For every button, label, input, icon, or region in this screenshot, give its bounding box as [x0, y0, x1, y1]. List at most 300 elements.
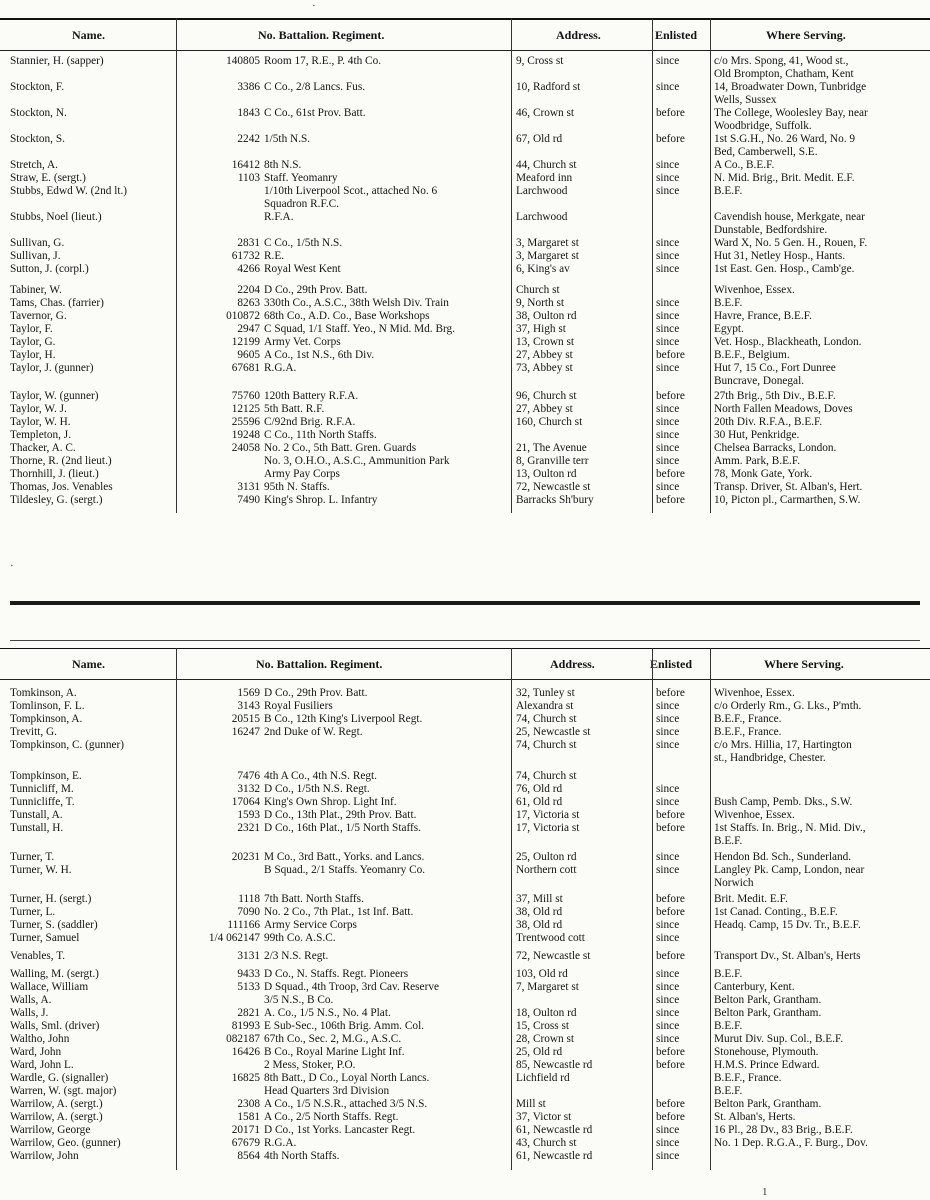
entry-name: Walls, A. [10, 994, 52, 1006]
entry-number: 7090 [237, 906, 260, 918]
table-row [0, 877, 930, 890]
entry-where-serving: Headq. Camp, 15 Dv. Tr., B.E.F. [714, 919, 861, 931]
entry-number: 1118 [238, 893, 260, 905]
entry-address: 17, Victoria st [516, 822, 580, 834]
entry-name: Warrilow, A. (sergt.) [10, 1098, 103, 1110]
table-row [0, 1046, 930, 1059]
entry-address: 13, Oulton rd [516, 468, 577, 480]
entry-number: 2821 [237, 1007, 260, 1019]
entry-regiment: C Co., 61st Prov. Batt. [264, 107, 366, 119]
entry-where-serving: 78, Monk Gate, York. [714, 468, 813, 480]
entry-where-serving: Dunstable, Bedfordshire. [714, 224, 828, 236]
entry-where-serving: Havre, France, B.E.F. [714, 310, 812, 322]
entry-address: Mill st [516, 1098, 546, 1110]
entry-regiment: 2nd Duke of W. Regt. [264, 726, 363, 738]
entry-address: Larchwood [516, 211, 568, 223]
entry-where-serving: Transp. Driver, St. Alban's, Hert. [714, 481, 863, 493]
table-row [0, 403, 930, 416]
entry-address: 28, Crown st [516, 1033, 575, 1045]
entry-where-serving: B.E.F., France. [714, 1072, 782, 1084]
entry-where-serving: B.E.F. [714, 835, 743, 847]
entry-name: Venables, T. [10, 950, 66, 962]
entry-enlisted: since [656, 185, 680, 197]
entry-number: 16247 [231, 726, 260, 738]
entry-name: Tompkinson, C. (gunner) [10, 739, 125, 751]
table-row [0, 336, 930, 349]
entry-address: 25, Oulton rd [516, 851, 577, 863]
entry-enlisted: since [656, 981, 680, 993]
header-where-serving: Where Serving. [766, 28, 846, 42]
entry-where-serving: B.E.F. [714, 968, 743, 980]
entry-regiment: Royal Fusiliers [264, 700, 333, 712]
entry-where-serving: 20th Div. R.F.A., B.E.F. [714, 416, 823, 428]
table-row [0, 919, 930, 932]
entry-address: 17, Victoria st [516, 809, 580, 821]
entry-name: Straw, E. (sergt.) [10, 172, 86, 184]
entry-enlisted: since [656, 336, 680, 348]
entry-regiment: A Co., 1/5 N.S.R., attached 3/5 N.S. [264, 1098, 428, 1110]
entry-number: 20515 [231, 713, 260, 725]
entry-regiment: 7th Batt. North Staffs. [264, 893, 364, 905]
entry-regiment: A. Co., 1/5 N.S., No. 4 Plat. [264, 1007, 391, 1019]
entry-number: 61732 [231, 250, 260, 262]
entry-number: 2204 [237, 284, 260, 296]
entry-name: Tams, Chas. (farrier) [10, 297, 104, 309]
entry-regiment: No. 2 Co., 5th Batt. Gren. Guards [264, 442, 417, 454]
table-row [0, 185, 930, 198]
entry-name: Taylor, H. [10, 349, 56, 361]
entry-regiment: C Co., 2/8 Lancs. Fus. [264, 81, 366, 93]
entry-where-serving: Hut 31, Netley Hosp., Hants. [714, 250, 846, 262]
table-row [0, 822, 930, 835]
entry-address: Meaford inn [516, 172, 573, 184]
entry-enlisted: before [656, 906, 685, 918]
entry-name: Stretch, A. [10, 159, 59, 171]
entry-name: Waltho, John [10, 1033, 70, 1045]
table-row [0, 783, 930, 796]
entry-where-serving: Wivenhoe, Essex. [714, 809, 795, 821]
table-row [0, 481, 930, 494]
entry-where-serving: The College, Woolesley Bay, near [714, 107, 868, 119]
entry-regiment: C Squad, 1/1 Staff. Yeo., N Mid. Md. Brg. [264, 323, 456, 335]
entry-where-serving: 1st Staffs. In. Brig., N. Mid. Div., [714, 822, 866, 834]
table-row [0, 68, 930, 81]
entry-enlisted: since [656, 429, 680, 441]
header-no-regiment: No. Battalion. Regiment. [258, 28, 385, 42]
table-row [0, 994, 930, 1007]
entry-number: 3143 [237, 700, 260, 712]
table-row [0, 310, 930, 323]
table-row [0, 893, 930, 906]
entry-number: 9605 [237, 349, 260, 361]
table-row [0, 159, 930, 172]
entry-name: Walling, M. (sergt.) [10, 968, 99, 980]
entry-regiment: B Squad., 2/1 Staffs. Yeomanry Co. [264, 864, 426, 876]
entry-enlisted: since [656, 932, 680, 944]
entry-enlisted: since [656, 416, 680, 428]
entry-regiment: R.F.A. [264, 211, 294, 223]
entry-number: 3131 [237, 950, 260, 962]
entry-address: 25, Newcastle st [516, 726, 591, 738]
entry-enlisted: before [656, 107, 685, 119]
entry-number: 12125 [231, 403, 260, 415]
entry-address: 85, Newcastle rd [516, 1059, 593, 1071]
entry-enlisted: since [656, 263, 680, 275]
entry-name: Tunstall, A. [10, 809, 63, 821]
entry-regiment: 1/10th Liverpool Scot., attached No. 6 [264, 185, 438, 197]
entry-regiment: Staff. Yeomanry [264, 172, 338, 184]
entry-address: 96, Church st [516, 390, 577, 402]
header-address: Address. [556, 28, 601, 42]
entry-regiment: Army Pay Corps [264, 468, 340, 480]
entry-name: Warrilow, A. (sergt.) [10, 1111, 103, 1123]
entry-regiment: Royal West Kent [264, 263, 341, 275]
table-row [0, 416, 930, 429]
entry-name: Tunnicliffe, T. [10, 796, 75, 808]
entry-name: Warrilow, John [10, 1150, 79, 1162]
entry-where-serving: 1st Canad. Conting., B.E.F. [714, 906, 838, 918]
entry-enlisted: since [656, 1007, 680, 1019]
entry-number: 111166 [227, 919, 260, 931]
table-row [0, 211, 930, 224]
entry-enlisted: since [656, 297, 680, 309]
entry-enlisted: since [656, 172, 680, 184]
entry-enlisted: before [656, 893, 685, 905]
entry-where-serving: B.E.F. [714, 1020, 743, 1032]
entry-enlisted: before [656, 1046, 685, 1058]
header-no-regiment: No. Battalion. Regiment. [256, 657, 383, 671]
entry-address: 67, Old rd [516, 133, 563, 145]
entry-number: 1843 [237, 107, 260, 119]
entry-where-serving: Amm. Park, B.E.F. [714, 455, 801, 467]
entry-regiment: D Co., 29th Prov. Batt. [264, 284, 368, 296]
table-row [0, 726, 930, 739]
entry-enlisted: since [656, 481, 680, 493]
entry-regiment: D Squad., 4th Troop, 3rd Cav. Reserve [264, 981, 439, 993]
entry-regiment: E Sub-Sec., 106th Brig. Amm. Col. [264, 1020, 425, 1032]
header-enlisted: Enlisted [655, 28, 698, 42]
entry-where-serving: Murut Div. Sup. Col., B.E.F. [714, 1033, 844, 1045]
entry-where-serving: Belton Park, Grantham. [714, 994, 822, 1006]
entry-regiment: B Co., Royal Marine Light Inf. [264, 1046, 405, 1058]
entry-regiment: Army Service Corps [264, 919, 357, 931]
entry-enlisted: before [656, 349, 685, 361]
entry-address: 38, Old rd [516, 919, 563, 931]
entry-regiment: A Co., 2/5 North Staffs. Regt. [264, 1111, 399, 1123]
entry-regiment: 5th Batt. R.F. [264, 403, 325, 415]
table-row [0, 81, 930, 94]
table-row [0, 94, 930, 107]
entry-regiment: 330th Co., A.S.C., 38th Welsh Div. Train [264, 297, 449, 309]
entry-number: 2947 [237, 323, 260, 335]
entry-name: Warrilow, Geo. (gunner) [10, 1137, 121, 1149]
entry-number: 67681 [231, 362, 260, 374]
table-row [0, 809, 930, 822]
entry-regiment: A Co., 1st N.S., 6th Div. [264, 349, 375, 361]
entry-name: Turner, T. [10, 851, 55, 863]
entry-address: 44, Church st [516, 159, 577, 171]
entry-enlisted: since [656, 1150, 680, 1162]
table-row [0, 1020, 930, 1033]
entry-number: 16825 [231, 1072, 260, 1084]
entry-name: Sullivan, G. [10, 237, 65, 249]
entry-address: 37, Mill st [516, 893, 563, 905]
entry-number: 20171 [231, 1124, 260, 1136]
entry-number: 16426 [231, 1046, 260, 1058]
entry-number: 67679 [231, 1137, 260, 1149]
entry-enlisted: before [656, 822, 685, 834]
entry-number: 3132 [237, 783, 260, 795]
entry-enlisted: since [656, 250, 680, 262]
entry-enlisted: since [656, 851, 680, 863]
table-row [0, 250, 930, 263]
entry-number: 3386 [237, 81, 260, 93]
entry-where-serving: Buncrave, Donegal. [714, 375, 805, 387]
scan-mark: · [10, 560, 14, 572]
entry-address: Alexandra st [516, 700, 574, 712]
entry-enlisted: before [656, 1098, 685, 1110]
entry-address: 74, Church st [516, 770, 577, 782]
entry-name: Taylor, W. J. [10, 403, 67, 415]
entry-name: Tompkinson, A. [10, 713, 83, 725]
entry-address: 15, Cross st [516, 1020, 570, 1032]
entry-enlisted: before [656, 950, 685, 962]
entry-address: 3, Margaret st [516, 250, 579, 262]
table-row [0, 107, 930, 120]
entry-where-serving: 30 Hut, Penkridge. [714, 429, 800, 441]
entry-regiment: R.E. [264, 250, 285, 262]
table-row [0, 237, 930, 250]
header-where-serving: Where Serving. [764, 657, 844, 671]
entry-address: 72, Newcastle st [516, 481, 591, 493]
entry-address: 10, Radford st [516, 81, 581, 93]
entry-where-serving: B.E.F. [714, 1085, 743, 1097]
table-row [0, 323, 930, 336]
table-row [0, 851, 930, 864]
entry-enlisted: since [656, 1124, 680, 1136]
entry-where-serving: Stonehouse, Plymouth. [714, 1046, 819, 1058]
entry-where-serving: Wells, Sussex [714, 94, 777, 106]
table-row [0, 146, 930, 159]
entry-address: 37, High st [516, 323, 566, 335]
entry-address: 3, Margaret st [516, 237, 579, 249]
entry-name: Tunstall, H. [10, 822, 64, 834]
table-row [0, 968, 930, 981]
table-row [0, 172, 930, 185]
entry-name: Stockton, S. [10, 133, 65, 145]
entry-number: 24058 [231, 442, 260, 454]
table-row [0, 932, 930, 945]
table-row [0, 442, 930, 455]
column-header [0, 18, 930, 51]
table-row [0, 906, 930, 919]
entry-address: 8, Granville terr [516, 455, 589, 467]
entry-address: Trentwood cott [516, 932, 585, 944]
entry-address: 9, North st [516, 297, 565, 309]
entry-address: 27, Abbey st [516, 403, 573, 415]
entry-regiment: Head Quarters 3rd Division [264, 1085, 390, 1097]
entry-where-serving: Hut 7, 15 Co., Fort Dunree [714, 362, 836, 374]
entry-number: 1593 [237, 809, 260, 821]
entry-where-serving: Belton Park, Grantham. [714, 1007, 822, 1019]
entry-name: Taylor, W. H. [10, 416, 71, 428]
entry-regiment: C/92nd Brig. R.F.A. [264, 416, 356, 428]
entry-enlisted: since [656, 968, 680, 980]
entry-regiment: 95th N. Staffs. [264, 481, 330, 493]
entry-enlisted: since [656, 994, 680, 1006]
entry-where-serving: Woodbridge, Suffolk. [714, 120, 812, 132]
entry-name: Templeton, J. [10, 429, 72, 441]
entry-regiment: 120th Battery R.F.A. [264, 390, 359, 402]
entry-number: 2308 [237, 1098, 260, 1110]
entry-where-serving: Wivenhoe, Essex. [714, 284, 795, 296]
entry-enlisted: since [656, 442, 680, 454]
entry-address: 7, Margaret st [516, 981, 579, 993]
table-row [0, 1033, 930, 1046]
entry-number: 2321 [237, 822, 260, 834]
table-row [0, 1124, 930, 1137]
entry-enlisted: before [656, 494, 685, 506]
header-name: Name. [72, 657, 105, 671]
entry-enlisted: before [656, 687, 685, 699]
entry-regiment: 8th Batt., D Co., Loyal North Lancs. [264, 1072, 430, 1084]
entry-name: Warren, W. (sgt. major) [10, 1085, 117, 1097]
table-row [0, 1072, 930, 1085]
entry-regiment: 2 Mess, Stoker, P.O. [264, 1059, 356, 1071]
entry-regiment: R.G.A. [264, 362, 297, 374]
entry-number: 1581 [237, 1111, 260, 1123]
entry-enlisted: since [656, 362, 680, 374]
table-row [0, 55, 930, 68]
entry-where-serving: 27th Brig., 5th Div., B.E.F. [714, 390, 836, 402]
entry-address: 38, Oulton rd [516, 310, 577, 322]
entry-where-serving: 1st S.G.H., No. 26 Ward, No. 9 [714, 133, 856, 145]
entry-where-serving: Bush Camp, Pemb. Dks., S.W. [714, 796, 853, 808]
table-row [0, 224, 930, 237]
entry-enlisted: before [656, 809, 685, 821]
entry-number: 5133 [237, 981, 260, 993]
entry-where-serving: Transport Dv., St. Alban's, Herts [714, 950, 861, 962]
entry-name: Walls, Sml. (driver) [10, 1020, 100, 1032]
entry-name: Sullivan, J. [10, 250, 61, 262]
page-divider-rule [10, 601, 920, 605]
entry-address: Larchwood [516, 185, 568, 197]
entry-regiment: 99th Co. A.S.C. [264, 932, 336, 944]
entry-enlisted: before [656, 468, 685, 480]
entry-address: 21, The Avenue [516, 442, 587, 454]
entry-number: 2831 [237, 237, 260, 249]
entry-where-serving: A Co., B.E.F. [714, 159, 775, 171]
entry-enlisted: since [656, 455, 680, 467]
entry-number: 8263 [237, 297, 260, 309]
table-row [0, 297, 930, 310]
entry-where-serving: Chelsea Barracks, London. [714, 442, 837, 454]
entry-where-serving: Langley Pk. Camp, London, near [714, 864, 865, 876]
entry-name: Turner, W. H. [10, 864, 72, 876]
entry-where-serving: 10, Picton pl., Carmarthen, S.W. [714, 494, 861, 506]
entry-address: 27, Abbey st [516, 349, 573, 361]
entry-name: Ward, John L. [10, 1059, 74, 1071]
entry-number: 8564 [237, 1150, 260, 1162]
entry-regiment: Army Vet. Corps [264, 336, 341, 348]
entry-where-serving: c/o Orderly Rm., G. Lks., P'mth. [714, 700, 862, 712]
entry-address: 6, King's av [516, 263, 570, 275]
entry-enlisted: since [656, 1020, 680, 1032]
entry-address: 61, Newcastle rd [516, 1124, 593, 1136]
entry-regiment: 8th N.S. [264, 159, 302, 171]
table-row [0, 864, 930, 877]
entry-enlisted: since [656, 310, 680, 322]
table-row [0, 468, 930, 481]
entry-name: Stockton, N. [10, 107, 67, 119]
entry-number: 75760 [231, 390, 260, 402]
entry-where-serving: St. Alban's, Herts. [714, 1111, 796, 1123]
entry-regiment: Squadron R.F.C. [264, 198, 340, 210]
entry-number: 7490 [237, 494, 260, 506]
table-row [0, 1007, 930, 1020]
entry-regiment: 3/5 N.S., B Co. [264, 994, 334, 1006]
entry-name: Tomlinson, F. L. [10, 700, 85, 712]
entry-number: 81993 [231, 1020, 260, 1032]
table-row [0, 494, 930, 507]
entry-name: Warrilow, George [10, 1124, 91, 1136]
entry-enlisted: since [656, 81, 680, 93]
entry-name: Sutton, J. (corpl.) [10, 263, 89, 275]
entry-where-serving: c/o Mrs. Spong, 41, Wood st., [714, 55, 849, 67]
entry-number: 7476 [237, 770, 260, 782]
entry-enlisted: since [656, 159, 680, 171]
entry-name: Taylor, J. (gunner) [10, 362, 94, 374]
entry-enlisted: since [656, 864, 680, 876]
entry-enlisted: since [656, 55, 680, 67]
table-row [0, 429, 930, 442]
entry-name: Trevitt, G. [10, 726, 57, 738]
entry-number: 19248 [231, 429, 260, 441]
table-row [0, 1137, 930, 1150]
entry-name: Tunnicliff, M. [10, 783, 74, 795]
entry-address: 72, Newcastle st [516, 950, 591, 962]
table-row [0, 120, 930, 133]
entry-name: Stubbs, Edwd W. (2nd lt.) [10, 185, 128, 197]
table-row [0, 687, 930, 700]
entry-where-serving: Norwich [714, 877, 754, 889]
entry-number: 2242 [237, 133, 260, 145]
entry-enlisted: since [656, 739, 680, 751]
entry-enlisted: since [656, 783, 680, 795]
entry-regiment: 2/3 N.S. Regt. [264, 950, 329, 962]
entry-number: 17064 [231, 796, 260, 808]
entry-number: 25596 [231, 416, 260, 428]
entry-enlisted: since [656, 323, 680, 335]
entry-where-serving: Bed, Camberwell, S.E. [714, 146, 818, 158]
entry-number: 010872 [226, 310, 260, 322]
table-row [0, 362, 930, 375]
entry-enlisted: since [656, 919, 680, 931]
entry-regiment: No. 2 Co., 7th Plat., 1st Inf. Batt. [264, 906, 414, 918]
entry-address: 74, Church st [516, 713, 577, 725]
entry-regiment: King's Shrop. L. Infantry [264, 494, 378, 506]
entry-name: Tabiner, W. [10, 284, 62, 296]
entry-regiment: C Co., 1/5th N.S. [264, 237, 343, 249]
entry-where-serving: 1st East. Gen. Hosp., Camb'ge. [714, 263, 855, 275]
entry-address: 18, Oulton rd [516, 1007, 577, 1019]
entry-name: Stubbs, Noel (lieut.) [10, 211, 102, 223]
entry-name: Taylor, F. [10, 323, 53, 335]
entry-address: 43, Church st [516, 1137, 577, 1149]
entry-where-serving: Belton Park, Grantham. [714, 1098, 822, 1110]
entry-enlisted: since [656, 796, 680, 808]
entry-address: 32, Tunley st [516, 687, 575, 699]
